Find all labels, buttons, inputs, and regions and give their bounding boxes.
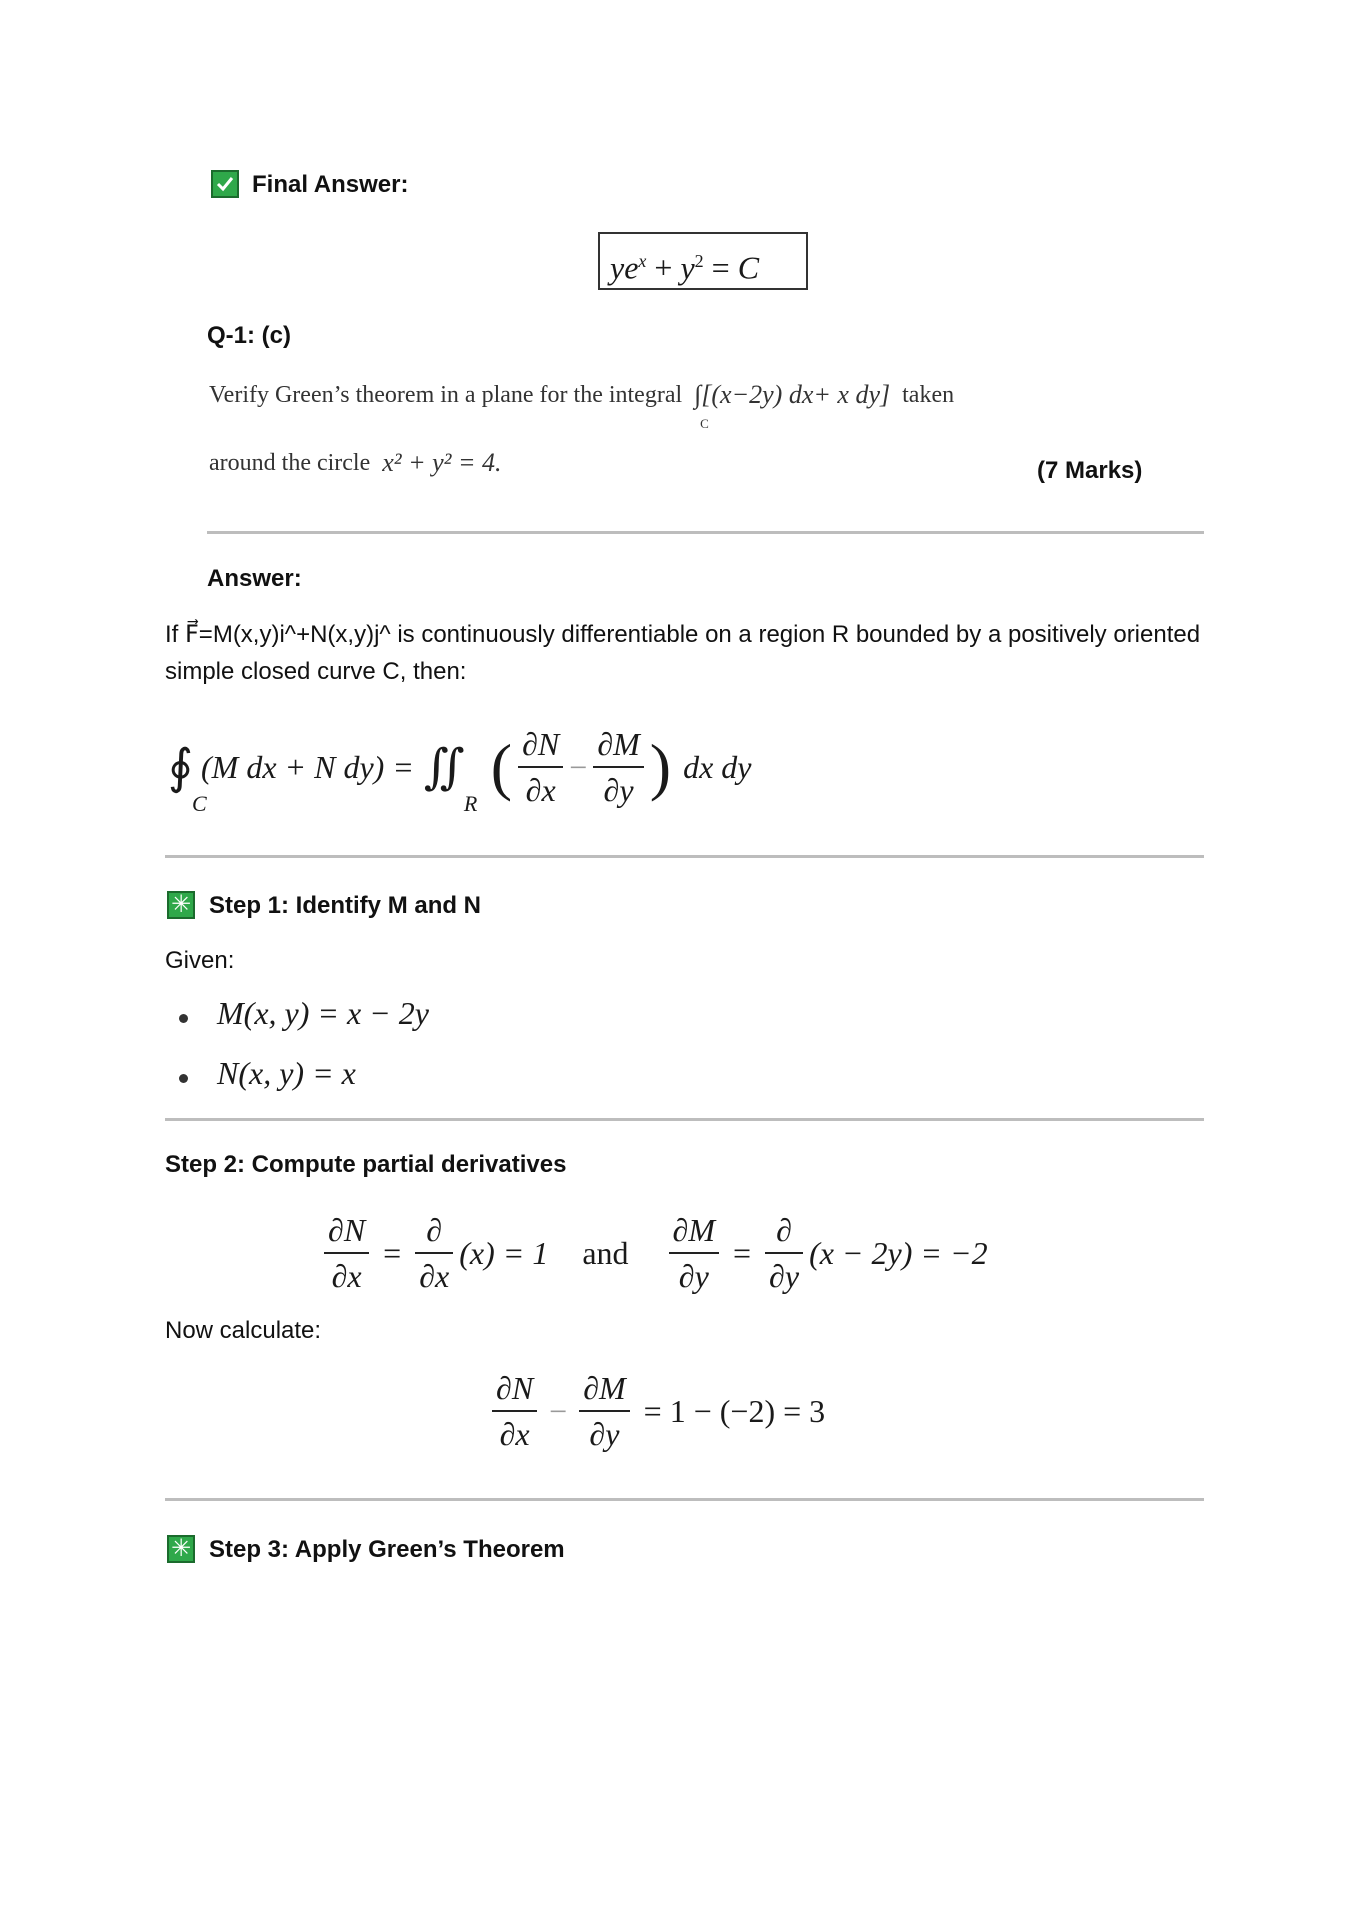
final-answer-formula: $ye^x + y^2 = C$: [598, 232, 808, 290]
asterisk-icon: ✳: [167, 891, 195, 919]
now-calculate-label: Now calculate:: [165, 1317, 322, 1344]
question-integral: ∫[(x−2y) dx+ x dy] C: [694, 380, 891, 431]
step-2-heading: Step 2: Compute partial derivatives: [165, 1151, 567, 1178]
step-1-heading: Step 1: Identify M and N: [209, 892, 482, 919]
divider: [207, 531, 1204, 534]
question-line-2: around the circle x² + y² = 4.: [209, 448, 502, 477]
divider: [165, 855, 1204, 858]
answer-intro: If F⃗=M(x,y)i^+N(x,y)j^ is continuously differentiable on a region R bounded by a positively oriented simple closed curve C, then:: [165, 621, 1201, 685]
step-3-heading: Step 3: Apply Green’s Theorem: [209, 1536, 565, 1563]
fraction-dM-dy: $\frac{\partial M}{\partial y}$: [593, 722, 643, 812]
divider: [165, 1118, 1204, 1121]
greens-theorem-formula: ∮ C (M dx + N dy) = ∬ R ( $\frac{\partial N}{\partial x}$ − $\frac{\partial M}{\partial y}$ ) dx dy: [168, 712, 752, 822]
given-label: Given:: [165, 947, 235, 974]
question-line-1: Verify Green’s theorem in a plane for the integral ∫[(x−2y) dx+ x dy] C taken: [209, 380, 955, 431]
question-label: Q-1: (c): [207, 322, 291, 349]
given-m: M(x, y) = x − 2y: [217, 995, 429, 1031]
asterisk-icon: ✳: [167, 1535, 195, 1563]
partial-derivatives-equation: $\frac{\partial N}{\partial x}$ = $\frac{\partial}{\partial x}$ (x) = 1 and $\frac{\partial M}{\partial y}$ = $\frac{\partial}{\partial y}$ (x − 2y) = −2: [318, 1203, 988, 1303]
bullet: [179, 1014, 188, 1023]
difference-equation: $\frac{\partial N}{\partial x}$ − $\frac{\partial M}{\partial y}$ = 1 − (−2) = 3: [486, 1361, 825, 1461]
answer-heading: Answer:: [207, 565, 302, 592]
divider: [165, 1498, 1204, 1501]
given-n: N(x, y) = x: [217, 1055, 356, 1091]
checkmark-icon: [211, 170, 239, 198]
circle-equation: x² + y² = 4.: [382, 448, 502, 477]
fraction-dN-dx: $\frac{\partial N}{\partial x}$: [518, 722, 563, 812]
bullet: [179, 1074, 188, 1083]
final-answer-heading: Final Answer:: [252, 171, 409, 198]
marks-label: (7 Marks): [1037, 457, 1143, 484]
